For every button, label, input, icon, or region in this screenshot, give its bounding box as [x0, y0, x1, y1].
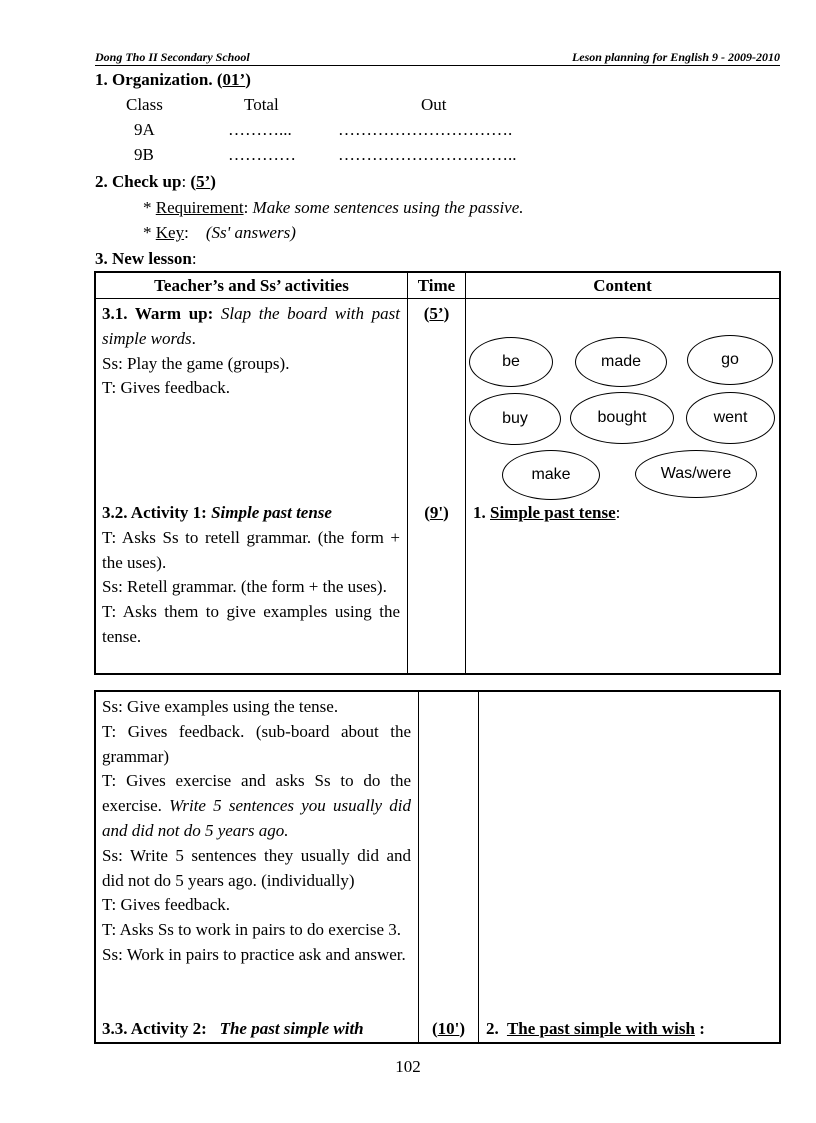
- header-rule: [95, 65, 780, 66]
- organization-heading: 1. Organization. (01’): [95, 70, 251, 89]
- activity-line: T: Gives exercise and asks Ss to do the exercise.: [102, 771, 411, 816]
- activity2-time: 10': [437, 1019, 460, 1038]
- newlesson-heading: 3. New lesson:: [95, 249, 197, 268]
- activity-line: Ss: Work in pairs to practice ask and answer.: [102, 944, 406, 964]
- organization-time: 01’: [222, 70, 246, 89]
- activity1-line: Ss: Retell grammar. (the form + the uses).: [102, 577, 387, 597]
- table1-col-divider: [465, 272, 466, 673]
- checkup-time: 5’: [196, 172, 211, 191]
- activity2-heading: [102, 1017, 416, 1042]
- out-cell: …………………………..: [338, 145, 517, 164]
- warmup-line: T: Gives feedback.: [102, 378, 231, 398]
- activity1-title: 3.2. Activity 1:: [102, 503, 207, 522]
- activity1-content: 1. Simple past tense:: [473, 503, 621, 522]
- activity2-content-num: 2.: [486, 1019, 499, 1038]
- activity2-time-cell: (10'): [431, 1019, 466, 1038]
- activity1-content-title: Simple past tense: [490, 503, 616, 522]
- col-total: Total: [244, 95, 279, 114]
- warmup-block: 3.1. Warm up: Slap the board with past simple words. Ss: Play the game (groups). T: Gives feedback.: [102, 304, 400, 398]
- activity1-time-cell: (9'): [424, 503, 449, 522]
- activity-line: T: Gives feedback.: [102, 895, 231, 915]
- word-oval: bought: [570, 392, 674, 444]
- organization-title: 1. Organization.: [95, 70, 213, 89]
- activity1-line: T: Asks them to give examples using the tense.: [102, 602, 400, 646]
- activity2-colon: :: [699, 1019, 705, 1038]
- checkup-title: 2. Check up: [95, 172, 182, 191]
- key-label: Key: [155, 223, 185, 242]
- header-time: Time: [417, 276, 456, 295]
- class-cell: 9A: [134, 120, 155, 139]
- total-cell: …………: [228, 145, 296, 164]
- activity2-title: 3.3. Activity 2:: [102, 1019, 207, 1038]
- newlesson-title: 3. New lesson: [95, 249, 192, 268]
- activity1-time: 9': [429, 503, 444, 522]
- col-class: Class: [126, 95, 163, 114]
- warmup-desc: Slap the board with past simple words: [102, 304, 400, 348]
- activity-line: Ss: Give examples using the tense.: [102, 697, 339, 716]
- warmup-time-cell: (5’): [423, 304, 450, 323]
- class-cell: 9B: [134, 145, 154, 164]
- word-oval: make: [502, 450, 600, 500]
- warmup-time: 5’: [429, 304, 444, 323]
- table2-col-divider: [478, 691, 479, 1042]
- key-line: * Key: (Ss' answers): [143, 223, 296, 242]
- table1-col-divider: [407, 272, 408, 673]
- plan-title: Leson planning for English 9 - 2009-2010: [571, 50, 780, 64]
- word-oval: went: [686, 392, 775, 444]
- activity2-content-title: The past simple with wish: [506, 1019, 695, 1038]
- word-oval: Was/were: [635, 450, 757, 498]
- table1-header-rule: [96, 298, 779, 299]
- header-content: Content: [593, 276, 652, 295]
- page-number: 102: [395, 1057, 421, 1076]
- word-oval: go: [687, 335, 773, 385]
- activity2-content: [486, 1017, 774, 1042]
- activity1-line: T: Asks Ss to retell grammar. (the form + the uses).: [102, 527, 400, 572]
- warmup-line: Ss: Play the game (groups).: [102, 353, 290, 373]
- activity-line: T: Asks Ss to work in pairs to do exercise 3.: [102, 920, 401, 940]
- header-activities: Teacher’s and Ss’ activities: [154, 276, 349, 295]
- col-out: Out: [421, 95, 447, 114]
- word-oval: be: [469, 337, 553, 387]
- requirement-label: Requirement: [155, 198, 244, 217]
- activity1-block: [102, 501, 400, 650]
- activity2-name: The past simple with: [219, 1019, 364, 1038]
- warmup-title: 3.1. Warm up:: [102, 304, 214, 323]
- out-cell: ………………………….: [338, 120, 513, 139]
- activity1-content-num: 1.: [473, 503, 486, 522]
- activity-line: T: Gives feedback. (sub-board about the grammar): [102, 721, 411, 766]
- checkup-heading: 2. Check up: (5’): [95, 172, 216, 191]
- exercise-instruction: Write 5 sentences you usually did and did not do 5 years ago.: [102, 796, 411, 840]
- table2-activities: [102, 695, 411, 968]
- word-oval: buy: [469, 393, 561, 445]
- requirement-text: Make some sentences using the passive.: [252, 198, 524, 217]
- total-cell: ………...: [228, 120, 292, 139]
- requirement-line: * Requirement: Make some sentences using the passive.: [143, 198, 524, 217]
- activity-line: Ss: Write 5 sentences they usually did and did not do 5 years ago. (individually): [102, 845, 411, 890]
- table2-col-divider: [418, 691, 419, 1042]
- word-oval: made: [575, 337, 667, 387]
- activity1-name: Simple past tense: [211, 503, 332, 522]
- school-name: Dong Tho II Secondary School: [95, 50, 250, 64]
- key-text: (Ss' answers): [205, 223, 296, 242]
